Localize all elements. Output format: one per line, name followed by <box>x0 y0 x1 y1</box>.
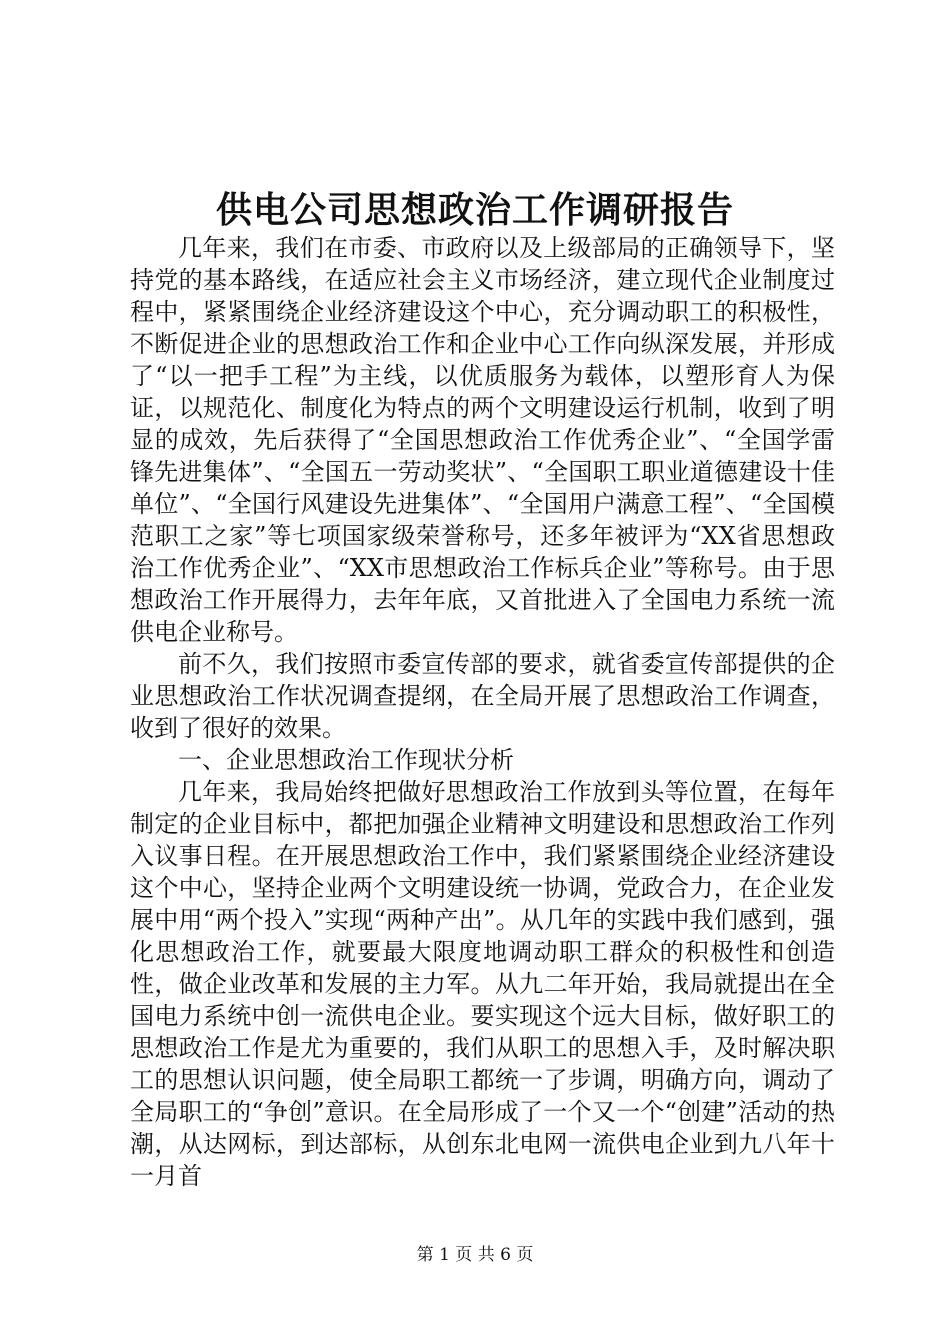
section-heading: 一、企业思想政治工作现状分析 <box>178 746 514 774</box>
page-number-footer: 第 1 页 共 6 页 <box>416 1245 534 1265</box>
paragraph-survey: 前不久，我们按照市委宣传部的要求，就省委宣传部提供的企业思想政治工作状况调查提纲，在全局开展了思想政治工作调查，收到了很好的效果。 <box>130 650 835 742</box>
paragraph-intro: 几年来，我们在市委、市政府以及上级部局的正确领导下，坚持党的基本路线，在适应社会主义市场经济，建立现代企业制度过程中，紧紧围绕企业经济建设这个中心，充分调动职工的积极性，不断促进企业的思想政治工作和企业中心工作向纵深发展，并形成了“以一把手工程”为主线，以优质服务为载体，以塑形育人为保证，以规范化、制度化为特点的两个文明建设运行机制，收到了明显的成效，先后获得了“全国思想政治工作优秀企业”、“全国学雷锋先进集体”、“全国五一劳动奖状”、“全国职工职业道德建设十佳单位”、“全国行风建设先进集体”、“全国用户满意工程”、“全国模范职工之家”等七项国家级荣誉称号，还多年被评为“XX省思想政治工作优秀企业”、“XX市思想政治工作标兵企业”等称号。由于思想政治工作开展得力，去年年底，又首批进入了全国电力系统一流供电企业称号。 <box>130 234 835 646</box>
document-title: 供电公司思想政治工作调研报告 <box>215 189 734 231</box>
document-body <box>130 232 835 1192</box>
paragraph-analysis: 几年来，我局始终把做好思想政治工作放到头等位置，在每年制定的企业目标中，都把加强企业精神文明建设和思想政治工作列入议事日程。在开展思想政治工作中，我们紧紧围绕企业经济建设这个中心，坚持企业两个文明建设统一协调，党政合力，在企业发展中用“两个投入”实现“两种产出”。从几年的实践中我们感到，强化思想政治工作，就要最大限度地调动职工群众的积极性和创造性，做企业改革和发展的主力军。从九二年开始，我局就提出在全国电力系统中创一流供电企业。要实现这个远大目标，做好职工的思想政治工作是尤为重要的，我们从职工的思想入手，及时解决职工的思想认识问题，使全局职工都统一了步调，明确方向，调动了全局职工的“争创”意识。在全局形成了一个又一个“创建”活动的热潮，从达网标，到达部标，从创东北电网一流供电企业到九八年十一月首 <box>130 778 835 1190</box>
